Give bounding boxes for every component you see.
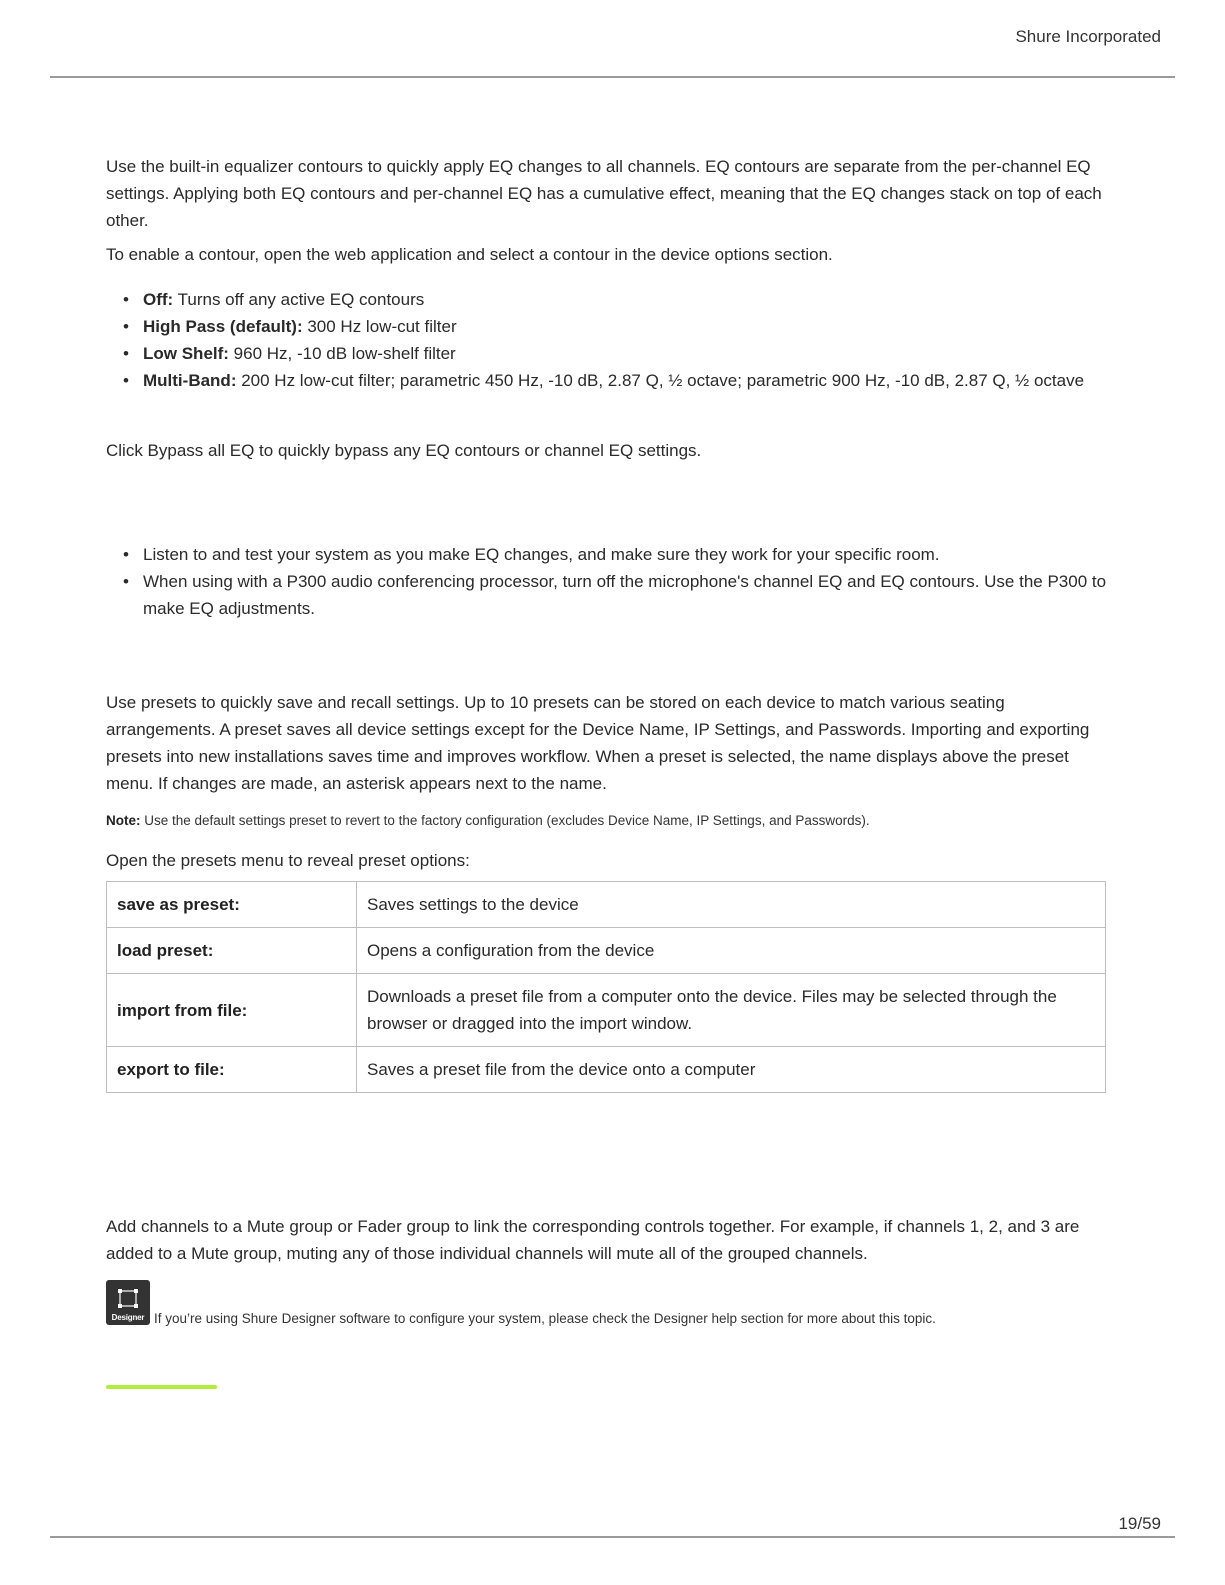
table-cell-description: Downloads a preset file from a computer onto the device. Files may be selected through the browser or dragged into the import window.: [357, 974, 1106, 1047]
table-row: [107, 974, 1106, 1047]
designer-note-row: [106, 1280, 1116, 1326]
list-item: • High Pass (default): 300 Hz low-cut filter: [106, 313, 1116, 340]
footer-rule: [50, 1536, 1175, 1538]
accent-bar: [106, 1385, 217, 1389]
table-row: [107, 1047, 1106, 1093]
presets-intro: Use presets to quickly save and recall settings. Up to 10 presets can be stored on each device to match various seating arrangements. A preset saves all device settings except for the Device Name, IP Settings, and Passwords. Importing and exporting presets into new installations saves time and improves workflow. When a preset is selected, the name displays above the preset menu. If changes are made, an asterisk appears next to the name.: [106, 693, 1090, 793]
presets-table: [106, 881, 1106, 1093]
header-rule: [50, 76, 1175, 78]
table-cell-description: Opens a configuration from the device: [357, 928, 1106, 974]
table-cell-option: export to file:: [107, 1047, 357, 1093]
header-company: Shure Incorporated: [1015, 27, 1161, 46]
table-cell-description: Saves settings to the device: [357, 882, 1106, 928]
eq-contours-intro: Use the built-in equalizer contours to quickly apply EQ changes to all channels. EQ contours are separate from the per-channel EQ settings. Applying both EQ contours and per-channel EQ has a cumulative effect, meaning that the EQ changes stack on top of each other.: [106, 157, 1102, 230]
table-cell-option: import from file:: [107, 974, 357, 1047]
list-item: • Low Shelf: 960 Hz, -10 dB low-shelf filter: [106, 340, 1116, 367]
page-number: 19/59: [1118, 1514, 1161, 1533]
table-cell-description: Saves a preset file from the device onto a computer: [357, 1047, 1106, 1093]
list-item: • Multi-Band: 200 Hz low-cut filter; parametric 450 Hz, -10 dB, 2.87 Q, ½ octave; parametric 900 Hz, -10 dB, 2.87 Q, ½ octave: [106, 367, 1116, 394]
list-item: • Listen to and test your system as you make EQ changes, and make sure they work for your specific room.: [106, 541, 1116, 568]
list-item: • When using with a P300 audio conferencing processor, turn off the microphone's channel EQ and EQ contours. Use the P300 to make EQ adjustments.: [106, 568, 1116, 622]
table-cell-option: load preset:: [107, 928, 357, 974]
eq-contours-enable: To enable a contour, open the web application and select a contour in the device options section.: [106, 245, 833, 264]
table-row: [107, 882, 1106, 928]
bypass-text: Click Bypass all EQ to quickly bypass any EQ contours or channel EQ settings.: [106, 441, 702, 460]
tips-list: [106, 541, 1116, 622]
designer-icon: Designer: [106, 1280, 150, 1325]
list-item: • Off: Turns off any active EQ contours: [106, 286, 1116, 313]
designer-note-text: If you’re using Shure Designer software to configure your system, please check the Designer help section for more about this topic.: [154, 1311, 936, 1326]
presets-open-menu: Open the presets menu to reveal preset options:: [106, 851, 470, 870]
groups-intro: Add channels to a Mute group or Fader group to link the corresponding controls together. For example, if channels 1, 2, and 3 are added to a Mute group, muting any of those individual channels will mute all of the grouped channels.: [106, 1217, 1080, 1263]
table-cell-option: save as preset:: [107, 882, 357, 928]
eq-contour-list: [106, 286, 1116, 394]
table-row: [107, 928, 1106, 974]
presets-note: Note: Use the default settings preset to revert to the factory configuration (excludes Device Name, IP Settings, and Passwords).: [106, 813, 870, 828]
